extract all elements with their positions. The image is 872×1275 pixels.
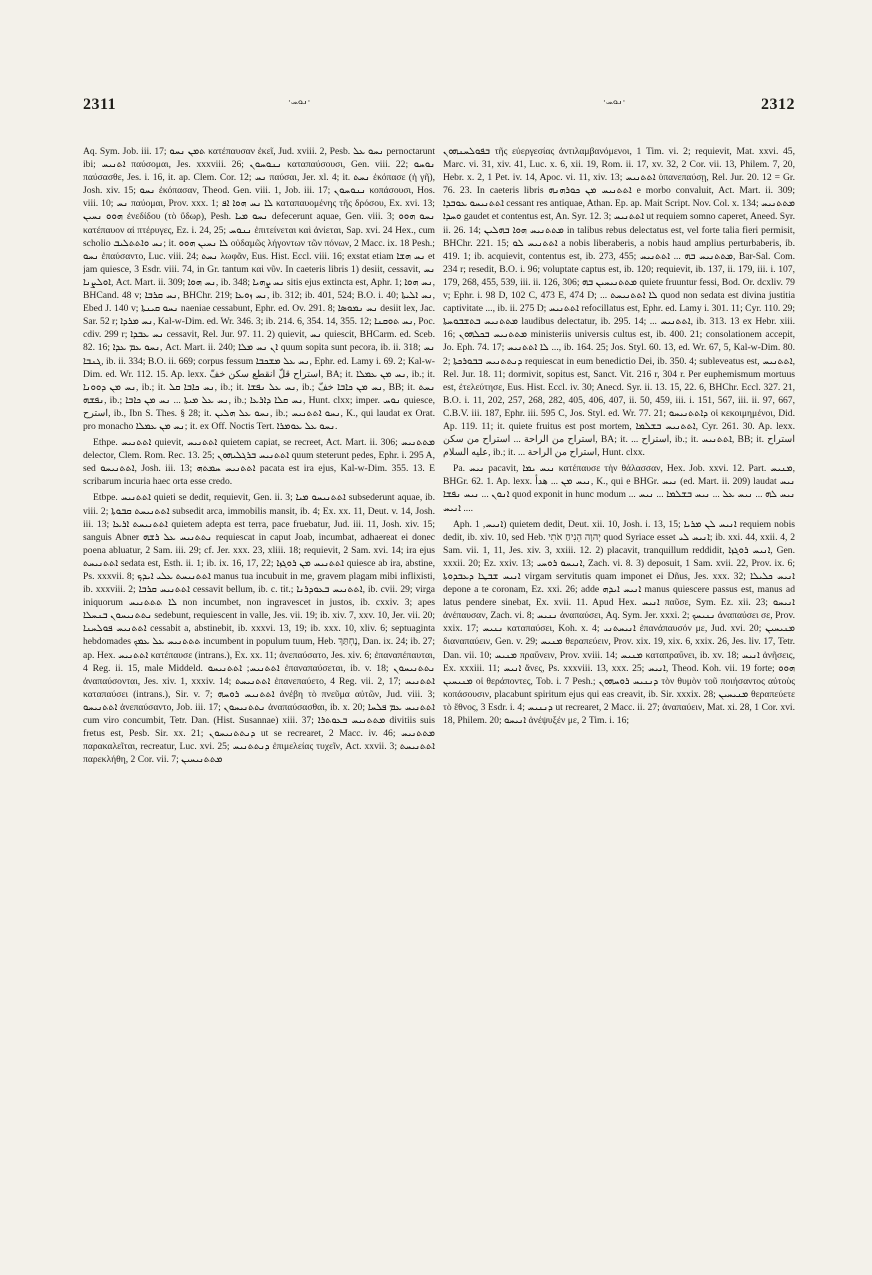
entry-paragraph-etbpe: Etbpe. ܐܬܬܢܝܚ quieti se dedit, requievit, Gen. ii. 3; ܐܬܬܢܝܚܘ ܡܝܐ subsederunt aquae, ib. viii. 2; ܐܬܬܢܝܚܬ ܩܒܘܬܐ subsedit arca, immobilis mansit, ib. 4; Ex. xx. 11, Deut. v. 14, Josh. iii. 13; ܐܬܬܢܝܚܬ ܐܪܥܐ quietem adepta est terra, pace fruebatur, Jud. iii. 11, Josh. xiv. 15; sanguis Abner ܢܬܬܢܝܚ ܥܠ ܪܫܗ requiescat in caput Joab, incumbat, adhaereat ei donec poena abluatur, 2 Sam. iii. 29; cf. Jer. xxx. 23, xliii. 18; requievit, 2 Sam. xvi. 14; ira ejus ܐܬܬܢܝܚܬ sedata est, Esth. ii. 1; ib. ix. 16, 17, 22; ܐܬܬܢܝܚ ܡܢ ܪܘܓܙܐ quiesce ab ira, abstine, Ps. xxxvii. 8; ܐܬܬܢܝܚܬ ܥܠܝ ܐܝܕܟ manus tua incubuit in me, gravem plagam mibi inflixisti, ib. xxxviii. 2; ܐܬܬܢܝܚ ܩܪܒܐ cessavit bellum, ib. c. tit.; ܐܬܬܢܝܚ ܒܥܘܕܪܢܐ, ib. cvii. 29; virga iniquorum ܠܐ ܬܬܬܢܝܚ non incumbet, non ingravescet in justos, ib. cxxiv. 3; apes ܢܬܬܢܝܚܘܢ ܒܢܚܠܐ sedebunt, requiescent in valle, Jes. vii. 19; ib. xiv. 7, xxv. 10, Jer. vii. 20; ܐܬܬܢܝܚ ܦܘܠܚܢܐ cessabit a, abstinebit, ib. xxxvi. 13, 19; ib. xxx. 10, xliv. 6; septuaginta hebdomades ܬܬܬܢܝܚ ܥܠ ܥܡܟ incumbent in populum tuum, Heb. נֶחְתַּךְ, Dan. ix. 24; ib. 27; ap. Hex. ܐܬܬܢܝܚ κατέπαυσε (intrans.), Ex. xx. 11; ἀνεπαύσατο, Jes. xiv. 6; ἐπαναπέπαυται, 4 Reg. ii. 15, male Middeld. ܐܬܬܢܝܚ; ܐܬܬܢܝܚܘ ἐπαναπαύσεται, ib. v. 18; ܢܬܬܢܝܚܘܢ ἀναπαύσονται, Jes. xiv. 1, xxxiv. 14; ܐܬܬܢܝܚܬ ἐπανεπαύετο, 4 Reg. vii. 2, 17; ܐܬܬܢܝܚ καταπαύσει (intrans.), Sir. v. 7; ܐܬܬܢܝܚ ܪܘܚܗ ἀνέβη τὸ πνεῦμα αὐτῶν, Jud. viii. 3; ܐܬܬܢܝܚܘ ἀνεπαύσαντο, Job. iii. 17; ܢܬܬܢܝܚܘܢ ἀναπαύσασθαι, ib. x. 20; ܐܬܬܢܝܚ ܥܡ ܦܠܚܐ cum viro concumbit, Tetr. Dan. (Hist. Susannae) xiii. 37; ܡܬܬܢܝܚ ܒܥܘܬܪܐ divitiis suis fretus est, Pesb. Sir. xx. 21; ܕܢܬܬܢܝܚܘܢ ut se recrearet, 2 Macc. iv. 46; ܡܬܬܢܝܚ παρακαλεῖται, recreatur, Luc. xvi. 25; ܕܢܬܬܢܝܚ ἐπιμελείας τυχεῖν, Act. xxvii. 3; ܐܬܬܢܝܚܬ παρεκλήθη, 2 Cor. vii. 7; ܡܬܬܢܝܚܝܢ (83, 492, 435, 766)
left-page-number: 2311 (83, 96, 117, 113)
left-running-head: ·ܢܘܚ· (288, 97, 311, 107)
entry-paragraph-continued: ܒܦܘܠܚܢܗܘܢ τῆς εὐεργεσίας ἀντιλαμβανόμενοι, 1 Tim. vi. 2; requievit, Mat. xxvi. 45, Marc. vi. 31, xiv. 41, Luc. x. 6, xii. 19, Rom. ii. 17, xv. 32, 2 Cor. vii. 13, Philem. 7, 20, Hebr. x. 2, 1 Pet. iv. 14, Apoc. vi. 11, xiv. 13; ܐܬܬܢܝܚ ὑπανεπαύσῃ, Rel. Jur. 20. 12 = Gr. 76. 23. In caeteris libris ܐܬܬܢܝܚ ܡܢ ܟܘܪܗܢܗ e morbo convaluit, Act. Mart. ii. 309; ܐܬܬܢܝܚܘ ܥܘܒܕܐ cessant res antiquae, Athan. Ep. ap. Mait Script. Nov. Col. x. 134; ܡܬܬܢܝܚ ܘܚܕܐ gaudet et contentus est, An. Syr. 12. 3; ܐܬܬܢܝܚ ut requiem somno caperet, Aneed. Syr. ii. 26. 14; ܡܬܬܢܝܚ ܗܘܐ ܒܗܠܝܢ in talibus rebus delectatus est, vel forte talia fieri permisit, BHChr. 221. 15; ܐܬܬܢܝܚ ܠܘ a nobis liberaberis, a nobis haud amplius perturbaberis, ib. 419. 1; ib. acquievit, contentus est, ib. 273, 455; ܡܬܬܢܝܚ ܒܗ ... ܐܬܬܢܝܚ, Bar-Sal. Com. 234 r; resedit, B.O. i. 96; voluptate captus est, ib. 120; requievit, ib. 137, ii. 179, iii. i. 107, 179, 268, 455, 539, iii. ii. 126, 306; ܡܬܬܢܝܚܝܢ ܒܗ quiete fruuntur fessi, Bod. Or. dcxliv. 79 v; Ephr. i. 98 D, 102 C, 473 E, 474 D; ... ܠܐ ܐܬܬܢܝܚܬ quod non sedata est divina justitia captivitate ..., ib. ii. 275 D; ܐܬܬܢܝܚ refocillatus est, Ephr. ed. Lamy i. 301. 11; Cyr. 110. 29; ܡܬܬܢܝܚ ܒܬܫܒܘܚܬܐ laudibus delectatur, ib. 295. 14; ... ܐܬܬܢܝܚ, ib. 313. 13 ex Hebr. xiii. 16; ܡܬܬܢܝܚ ܒܟܠܗܘܢ ministeriis universis cultus est, ib. 400. 21; consolationem accepit, Jo. Eph. 74. 17; ܠܐ ܐܬܬܢܝܚ ..., ib. 164. 25; Jos. Styl. 60. 13, ed. Wr. 67, 5, Kal-w-Dim. 80. 2; ܕܢܬܬܢܝܚ ܒܒܘܪܟܬܐ requiescat in eum benedictio Dei, ib. 350. 4; subleveatus est, ܐܬܬܢܝܚ, Rel. Jur. 18. 11; dormivit, sopitus est, Sanct. Vit. 216 r, 304 r. Per euphemismum mortuus est, ἐτελεύτησε, Eus. Hist. Eccl. iv. 30; Anecd. Syr. ii. 13. 15, 22. 6, BHChr. Eccl. 327. 21, B.O. i. 11, 202, 257, 268, 282, 405, 406, 407, ii. 50, 459, iii. i. 151, 567, iii. ii. 97, 667, C.B.V. iii. 187, Ephr. iii. 595 C, Jos. Styl. ed. Wr. 77. 21; ܕܐܬܬܢܝܚܘ οἱ κεκοιμημένοι, Did. Ap. 119. 11; it. quiete fruitus est post mortem, ܐܬܬܢܝܚ ܒܫܠܡܐ, Cyr. 261. 30. Ap. lexx. استراح من الراحة ... استراح من سكن, BA; it. ... استراح, ib.; it. ܐܬܬܢܝܚ, BB; it. استراح عليه السلام, ib.; it. ... استراح من الراحة, Hunt. clxx. (443, 146, 795, 459)
left-column (83, 145, 435, 1230)
page-header (83, 96, 795, 118)
right-running-head: ·ܢܘܚ· (603, 97, 626, 107)
right-column (443, 145, 795, 1230)
entry-paragraph-aph: Aph. ܐܢܝܚ, 1) quietem dedit, Deut. xii. 10, Josh. i. 13, 15; ܐܢܝܚ ܠܢ ܡܪܝܐ requiem nobis dedit, ib. xiv. 10, sed Heb. יְהוָה הֵנִיחַ אֹתִי quod Syriace esset ܐܢܝܚ ܠܝ; ib. xxi. 44, xxii. 4, 2 Sam. vii. 1, 11, Jes. xiv. 3, xxiii. 12. 2) placavit, tranquillum reddidit, ܐܢܝܚ ܪܘܓܙܐ, Gen. xxxii. 20; Ez. xxiv. 13; ܐܢܝܚܘ ܪܘܚܝ, Zach. vi. 8. 3) deposuit, 1 Sam. xvii. 22, Prov. ix. 6; ܐܢܝܚ ܫܒܛܐ ܕܥܒܕܘܬܐ virgam servitutis quam imponet ei Dñus, Jes. xxx. 32; ܐܢܝܚ ܟܠܝܠܐ depone a te coronam, Ez. xxi. 26; adde ܐܢܝܚ ܐܝܕܗ manus quiescere passus est, manus ad latus pendere sinebat, Ex. xvii. 11. Apud Hex. ܐܢܝܚ παῦσε, Sym. Ez. xii. 23; ܐܢܝܚܘ ἀνέπαυσαν, Zach. vi. 8; ܢܢܝܚ ἀναπαύσει, Aq. Sym. Jer. xxxi. 2; ܢܢܝܚܟ ἀναπαύσει σε, Prov. xxix. 17; ܢܢܝܚ καταπαύσει, Koh. x. 4; ܐܢܝܚܬܢܝ ἐπανάπαυσόν με, Jud. xvi. 20; ܡܢܝܚܝܢ διαναπαύειν, Gen. v. 29; ܡܢܝܚ θεραπεύειν, Prov. xix. 19, xix. 6, xxix. 26, Jes. liv. 17, Tetr. Dan. vii. 10; ܡܢܝܚ πραΰνειν, Prov. xviii. 14; ܡܢܝܚ καταπραΰνει, ib. xv. 18; ܐܢܝܚ ἀνῆσεις, Ex. xxxiii. 11; ܐܢܝܚ ἄνες, Ps. xxxviii. 13, xxx. 25; ܐܢܝܚ, Theod. Koh. vii. 19 forte; ܗܘܘ ܡܢܝܚܝܢ οἱ θεράποντες, Tob. i. 7 Pesh.; ܕܢܢܝܚ ܪܘܚܗܘܢ τὸν θυμὸν τοῦ ποιήσαντος αὐτοὺς κοπάσουσιν, placabunt spiritum ejus qui eas creavit, ib. Sir. xxxix. 28; ܡܢܝܚܝܢ θεραπεύετε τὸ ἔθνος, 3 Esdr. i. 4; ܕܢܢܝܚ ut recrearet, 2 Macc. ii. 27; ἀναπαύειν, Mat. xi. 28, 1 Cor. xvi. 18, Philem. 20; ܐܢܝܚܘ ἀνέψυξέν με, 2 Tim. i. 16; (443, 518, 795, 727)
entry-paragraph-ethpe: Ethpe. ܐܬܬܢܝܚ quievit, ܐܬܬܢܝܚ quietem capiat, se recreet, Act. Mart. ii. 306; ܡܬܬܢܝܚ delector, Clem. Rom. Rec. 13. 25; ܐܬܬܢܝܚ ܒܪܓܠܝܗܘܢ quum steterunt pedes, Ephr. i. 295 A, sed ܐܬܬܢܝܚܘ, Josh. iii. 13; ܐܬܬܢܝܚ ܚܡܬܗ pacata est ira ejus, Kal-w-Dim. 355. 13. E scribarum incuria haec orta esse credo. (83, 437, 435, 488)
right-page-number: 2312 (761, 96, 795, 113)
entry-paragraph-pa: Pa. ܢܝܚ pacavit, ܢܝܚ ܝܡܐ κατέπαυσε τὴν θάλασσαν, Hex. Job. xxvi. 12. Part. ܡܢܝܚ, BHGr. 62. 1. Ap. lexx. ܢܝܚ ܡܢ ... هدأ, K., qui e BHGr. ܢܝܚ (ed. Mart. ii. 209) laudat ܢܝܚ ܐܢܘܢ ... ܢܝܚ ܢܦܫܐ quod exponit in hunc modum ... ܢܝܚ ܠܗ ... ܢܝܚ ܥܠ ... ܢܝܚ ܒܫܠܡܐ ... ܢܝܚ ... ܐܢܝܚ. (443, 463, 795, 514)
entry-paragraph: Aq. Sym. Job. iii. 17; ܬܡܢ ܢܚܘ κατέπαυσαν ἐκεῖ, Jud. xviii. 2, Pesb. ܢܚܘ ܥܠ pernoctarunt ibi; ܐܬܢܝܚ παύσομαι, Jes. xxxviii. 26; ܢܢܘܚܘܢ καταπαύσουσι, Gen. viii. 22; ܢܘܚܘ παύσασθε, Jes. i. 16, it. ap. Clem. Cor. 12; ܢܚ παύσαι, Jer. xl. 4; it. ܢܚܬ ἐκόπασε (ἡ γῆ), Josh. xiv. 15; ܢܚܘ ἐκόπασαν, Theod. Gen. viii. 1, Job. iii. 17; ܢܢܘܚܘܢ κοπάσουσι, Hos. viii. 10; ܢܚ παύομαι, Prov. xxx. 1; ܠܐ ܢܚ ܗܘܐ ܐܦ καταπαυομένης τῆς δρόσου, Ex. xvi. 13; ܗܘܘ ܢܚܝܢ ἐνεδίδου (τὸ ὕδωρ), Pesh. ܢܚܘ ܡܝܐ defecerunt aquae, Gen. viii. 3; ܢܚܘ ܗܘܘ κατέπαυον αἱ πτέρυγες, Ez. i. 24, 25; ܢܢܘܚ ἐπιτείνεται καὶ ἀνίεται, Sap. xvi. 24 Hex., cum scholio ܢܚ ܘܐܬܬܠܝܒ; it. ܠܐ ܢܚܝܢ ܗܘܘ οὐδαμῶς λήγοντων τῶν πόνων, 2 Macc. ix. 18 Pesh.; ܢܚܘ ἐπαύσαντο, Luc. viii. 24; ܢܚܬ λωφᾶν, Eus. Hist. Eccl. viii. 16; exstat etiam ܢܚ ܗܫܐ et jam quiesce, 3 Esdr. viii. 74, in Gr. tantum καὶ νῦν. In caeteris libris 1) desiit, cessavit, ܢܚ ܐܘܠܨܢܐ, Act. Mart. ii. 309; ܢܚ ܗܘܐ, ib. 348; ܢܚ ܨܗܝܐ sitis ejus extincta est, Aphr. 1; ܢܚ ܗܘܐ, BHCand. 48 v; ܢܚ ܩܪܒܐ, BHChr. 219; ܢܚ ܙܘܥܐ, ib. 312; ib. 401, 524; B.O. i. 40; ܢܚ ܐܠܝܬܐ, Ebed J. 140 v; ܢܚܘ ܩܝܢܬܐ naeniae cessabunt, Ephr. ed. Ov. 291. 8; ܢܚ ܢܡܘܣܐ desiit lex, Jac. Sar. 52 r; ܢܚ ܡܪܕܐ, Kal-w-Dim. ed. Wr. 346. 3; ib. 214. 6, 354. 14, 355. 12; ܢܚ ܬܘܩܢܐ, Poc. cdiv. 299 r; ܢܚ ܥܒܕܐ cessavit, Rel. Jur. 97. 11. 2) quievit, ܢܚ quiescit, BHCarm. ed. Sceb. 82. 16; ܢܚܘ ܥܡ ܥܕܐ, Act. Mart. ii. 240; ܐܢ ܢܚ ܡܠܐ quum sopita sunt pecora, ib. ii. 318; ܢܚ ܓܢܒܐ, ib. ii. 334; B.O. ii. 669; corpus fessum ܢܚ ܥܠ ܡܫܟܒܐ, Ephr. ed. Lamy i. 69. 2; Kal-w-Dim. ed. Wr. 112. 15. Ap. lexx. استراح قلّ انقطع سكن خفّ, BA; it. ܢܚ ܡܢ ܥܡܠܐ, ib.; it. ܢܚ ܡܢ ܕܘܘܢܐ, ib.; it. ܢܚ ܟܐܒܐ ܩܠ, ib.; it. ܢܚ ܥܠ ܢܦܫܐ, ib.; ܢܚ ܡܢ ܟܐܒܐ خفّ, BB; it. ܢܚܬ ܢܦܫܗ, ib.; ܢܚ ܥܠ ܡܝܬܐ ... ܢܚ ܡܢ ܟܐܒܐ, ib.; ܢܚ ܩܠܐ ܕܐܪܥܐ, Hunt. clxx; imper. ܢܘܚ quiesce, استرح, ib., Ibn S. Thes. § 28; it. ܢܚܘ ܥܠ ܗܠܝܢ, ib.; ܢܚܘ ܐܬܬܢܝܚ, K., qui laudat ex Orat. pro monacho ܢܚ ܡܢ ܥܡܠܐ; it. ex Off. Noctis Tert. ܢܚܘ ܥܠ ܥܘܡܪܐ. (83, 146, 435, 432)
